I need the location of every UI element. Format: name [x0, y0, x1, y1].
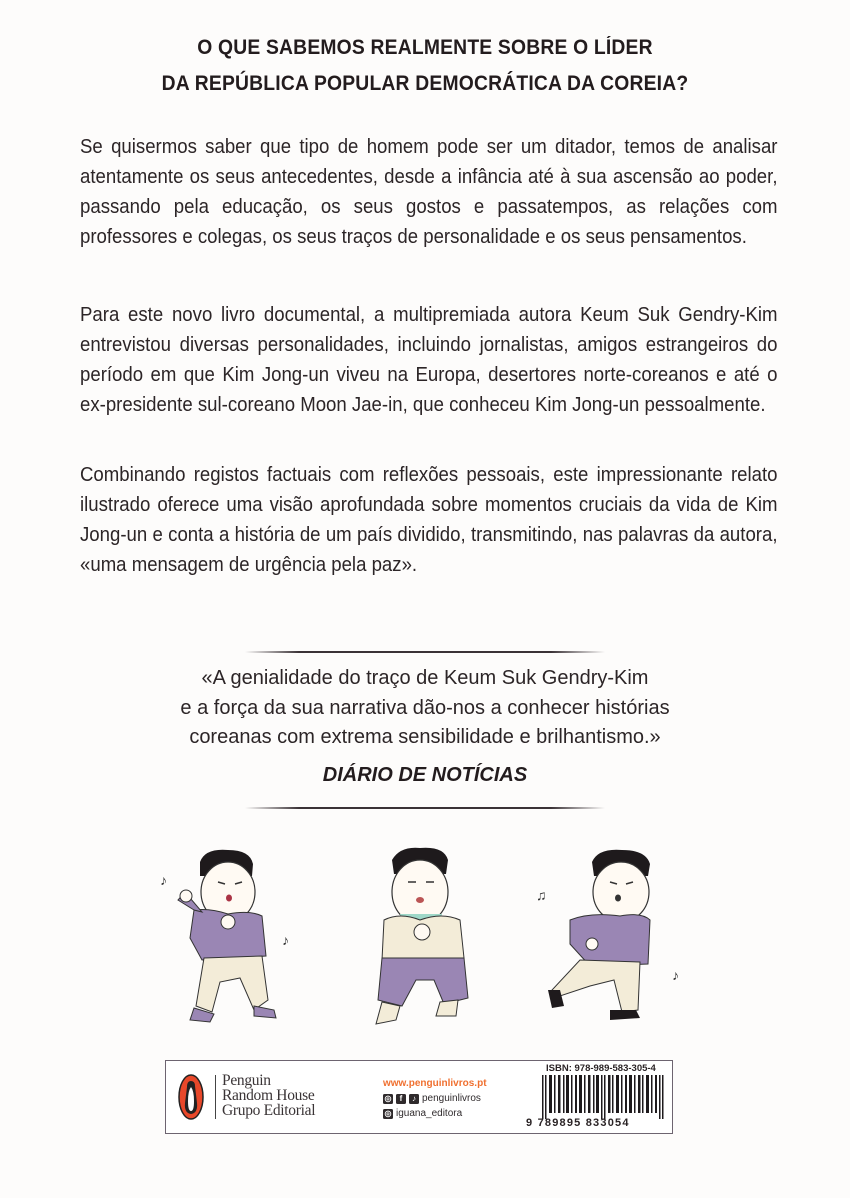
publisher-name	[222, 1073, 315, 1118]
music-note-icon: ♪	[282, 932, 289, 948]
logo-divider	[215, 1075, 216, 1119]
heading-line-2: DA REPÚBLICA POPULAR DEMOCRÁTICA DA COREIA?	[161, 72, 689, 95]
social-row-2	[383, 1106, 487, 1121]
dancing-figure-center	[360, 840, 490, 1040]
paragraph-3: Combinando registos factuais com reflexões pessoais, este impressionante relato ilustrado oferece uma visão aprofundada sobre momentos cruciais da vida de Kim Jong-un e conta a história de um país dividido, transmitindo, nas palavras da autora, «uma mensagem de urgência pela paz».	[80, 464, 778, 576]
isbn-label: ISBN: 978-989-583-305-4	[546, 1063, 656, 1074]
penguin-logo-icon	[178, 1073, 204, 1121]
publisher-name-line-2: Random House	[222, 1087, 315, 1104]
quote-divider-bottom	[245, 807, 605, 809]
social-handle-1[interactable]: penguinlivros	[422, 1093, 481, 1104]
publisher-name-line-1: Penguin	[222, 1072, 271, 1089]
music-note-icon: ♪	[160, 872, 167, 888]
facebook-icon[interactable]: f	[396, 1094, 406, 1104]
quote-source: DIÁRIO DE NOTÍCIAS	[322, 764, 528, 786]
paragraph-2: Para este novo livro documental, a multipremiada autora Keum Suk Gendry-Kim entrevistou diversas personalidades, incluindo jornalistas, amigos estrangeiros do período em que Kim Jong-un viveu na Europa, desertores norte-coreanos e até o ex-presidente sul-coreano Moon Jae-in, que conheceu Kim Jong-un pessoalmente.	[80, 304, 778, 416]
tiktok-icon[interactable]: ♪	[409, 1094, 419, 1104]
publisher-footer	[165, 1060, 673, 1134]
back-cover-heading	[34, 30, 816, 102]
dancing-figures-illustration	[0, 840, 850, 1040]
press-quote	[0, 664, 850, 753]
barcode-icon	[542, 1075, 664, 1119]
music-note-icon: ♫	[536, 887, 547, 903]
instagram-icon[interactable]: ◎	[384, 1094, 392, 1103]
music-note-icon: ♪	[672, 967, 679, 983]
social-row-1	[383, 1091, 487, 1106]
social-handle-2[interactable]: iguana_editora	[396, 1108, 463, 1119]
publisher-links	[383, 1076, 487, 1121]
publisher-name-line-3: Grupo Editorial	[222, 1102, 316, 1119]
quote-divider-top	[245, 651, 605, 653]
isbn-barcode-area	[524, 1061, 672, 1133]
dancing-figure-left	[150, 840, 300, 1040]
paragraph-1: Se quisermos saber que tipo de homem pode ser um ditador, temos de analisar atentamente os seus antecedentes, desde a infância até à sua ascensão ao poder, passando pela educação, os seus gostos e passatempos, as relações com professores e colegas, os seus traços de personalidade e os seus pensamentos.	[80, 136, 778, 248]
barcode-digits: 9 789895 833054	[526, 1117, 630, 1129]
website-link[interactable]: www.penguinlivros.pt	[383, 1078, 487, 1089]
quote-line-2: e a força da sua narrativa dão-nos a conhecer histórias	[180, 696, 670, 719]
dancing-figure-right	[530, 840, 690, 1040]
instagram-icon[interactable]: ◎	[384, 1109, 392, 1118]
quote-line-1: «A genialidade do traço de Keum Suk Gendry-Kim	[201, 667, 649, 689]
quote-line-3: coreanas com extrema sensibilidade e brilhantismo.»	[189, 726, 661, 748]
heading-line-1: O QUE SABEMOS REALMENTE SOBRE O LÍDER	[197, 36, 653, 59]
